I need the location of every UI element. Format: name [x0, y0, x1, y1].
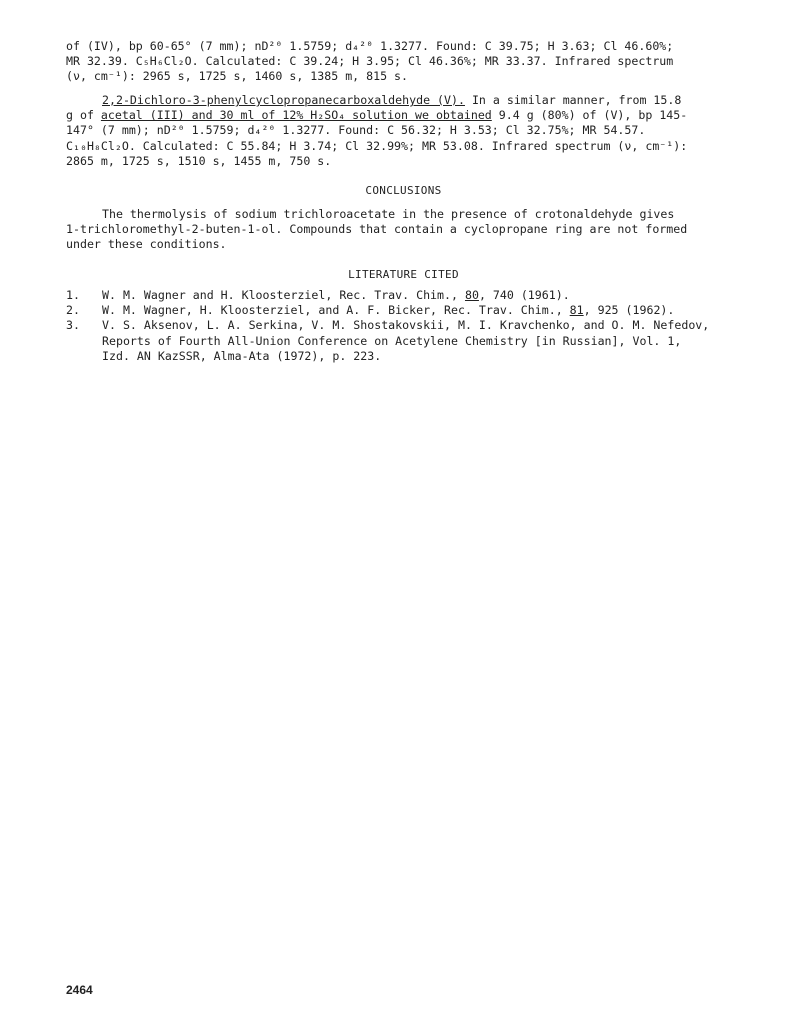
conclusions-line-3: under these conditions.	[66, 237, 227, 252]
compound-v-line-5: 2865 m, 1725 s, 1510 s, 1455 m, 750 s.	[66, 153, 332, 168]
reference-pages: , 925 (1962).	[583, 303, 675, 318]
reference-number: 1.	[66, 288, 80, 302]
compound-v-line-1-rest: In a similar manner, from 15.8	[464, 93, 682, 107]
cont-line-2: MR 32.39. C₅H₆Cl₂O. Calculated: C 39.24; H 3.95; Cl 46.36%; MR 33.37. Infrared spectrum	[66, 54, 674, 69]
literature-heading: LITERATURE CITED	[348, 268, 459, 281]
compound-v-line-2-post: 9.4 g (80%) of (V), bp 145-	[491, 108, 688, 123]
compound-v-line-1	[66, 93, 742, 108]
reference-item	[66, 303, 756, 318]
compound-v-line-2-pre: g of	[66, 108, 101, 123]
cont-line-1: of (IV), bp 60-65° (7 mm); nD²⁰ 1.5759; d₄²⁰ 1.3277. Found: C 39.75; H 3.63; Cl 46.60%;	[66, 39, 674, 53]
conclusions-line-1: The thermolysis of sodium trichloroacetate in the presence of crotonaldehyde gives	[102, 207, 675, 221]
conclusions-paragraph	[66, 207, 742, 253]
reference-item	[66, 288, 756, 303]
reference-list	[66, 288, 756, 364]
reference-item	[66, 318, 756, 364]
reference-authors: W. M. Wagner, H. Kloosterziel, and A. F. Bicker, Rec. Trav. Chim.,	[102, 303, 570, 318]
reference-text	[102, 303, 756, 318]
reference-volume: 81	[569, 303, 584, 318]
reference-volume: 80	[464, 288, 479, 302]
page-number: 2464	[66, 983, 93, 997]
reference-line: Izd. AN KazSSR, Alma-Ata (1972), p. 223.	[102, 348, 382, 363]
reference-line: V. S. Aksenov, L. A. Serkina, V. M. Shostakovskii, M. I. Kravchenko, and O. M. Nefedov,	[102, 318, 710, 333]
reference-number: 3.	[66, 318, 80, 333]
compound-v-line-2-underlined: acetal (III) and 30 ml of 12% H₂SO₄ solution we obtained	[100, 108, 492, 123]
continued-paragraph	[66, 39, 742, 85]
reference-number: 2.	[66, 303, 80, 318]
reference-text	[102, 288, 756, 303]
reference-text	[102, 318, 756, 364]
compound-v-line-3: 147° (7 mm); nD²⁰ 1.5759; d₄²⁰ 1.3277. Found: C 56.32; H 3.53; Cl 32.75%; MR 54.57.	[66, 123, 646, 138]
reference-authors: W. M. Wagner and H. Kloosterziel, Rec. Trav. Chim.,	[102, 288, 465, 302]
reference-line: Reports of Fourth All-Union Conference on Acetylene Chemistry [in Russian], Vol. 1,	[102, 333, 682, 348]
conclusions-line-2: 1-trichloromethyl-2-buten-1-ol. Compounds that contain a cyclopropane ring are not formed	[66, 222, 688, 237]
compound-v-name: 2,2-Dichloro-3-phenylcyclopropanecarboxaldehyde (V).	[102, 93, 465, 107]
compound-v-line-2	[66, 108, 742, 123]
conclusions-heading: CONCLUSIONS	[365, 184, 442, 197]
cont-line-3: (ν, cm⁻¹): 2965 s, 1725 s, 1460 s, 1385 m, 815 s.	[66, 69, 409, 84]
reference-pages: , 740 (1961).	[478, 288, 570, 302]
compound-v-line-4: C₁₀H₈Cl₂O. Calculated: C 55.84; H 3.74; Cl 32.99%; MR 53.08. Infrared spectrum (ν, cm⁻¹):	[66, 138, 688, 153]
compound-v-paragraph	[66, 93, 742, 169]
